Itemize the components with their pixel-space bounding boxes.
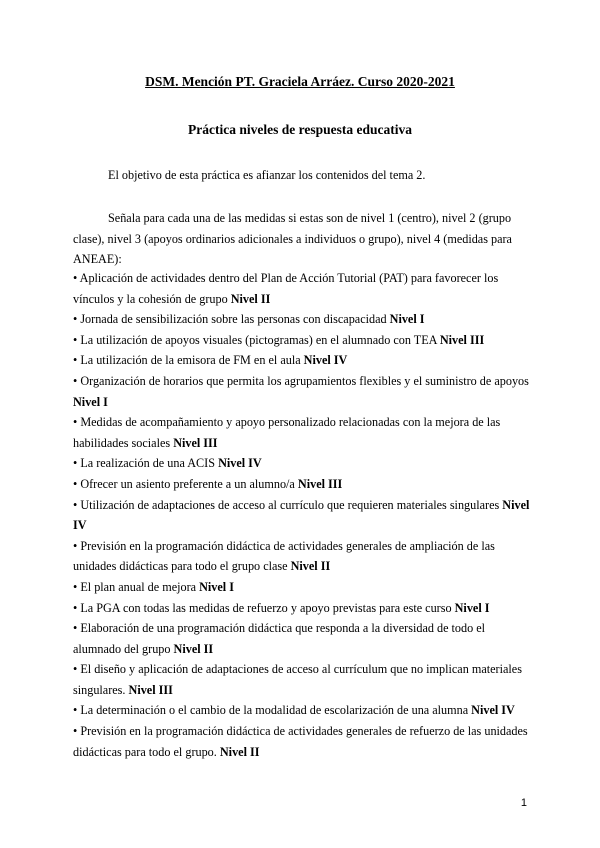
item-text: • La utilización de apoyos visuales (pictogramas) en el alumnado con TEA — [73, 332, 440, 347]
item-level: Nivel IV — [73, 497, 530, 533]
item-text: • La utilización de la emisora de FM en el aula — [73, 353, 304, 368]
item-level: Nivel III — [173, 435, 218, 450]
item-level: Nivel IV — [218, 456, 262, 471]
list-item — [73, 659, 531, 700]
item-text: • Elaboración de una programación didáctica que responda a la diversidad de todo el alumnado del grupo — [73, 621, 486, 656]
document-header-title: DSM. Mención PT. Graciela Arráez. Curso 2020-2021 — [145, 74, 455, 89]
item-level: Nivel II — [219, 744, 260, 759]
item-level: Nivel II — [290, 559, 331, 574]
item-level: Nivel IV — [303, 353, 348, 368]
item-level: Nivel II — [173, 641, 214, 656]
measures-list — [73, 268, 531, 762]
list-item — [73, 474, 531, 495]
list-item — [73, 268, 531, 309]
item-level: Nivel I — [389, 312, 425, 327]
item-text: • Aplicación de actividades dentro del Plan de Acción Tutorial (PAT) para favorecer los vínculos y la cohesión de grupo — [73, 271, 499, 306]
list-item — [73, 453, 531, 474]
item-level: Nivel II — [230, 291, 271, 306]
objective-paragraph: El objetivo de esta práctica es afianzar los contenidos del tema 2. — [108, 168, 426, 182]
item-text: • Jornada de sensibilización sobre las personas con discapacidad — [73, 312, 390, 327]
list-item — [73, 412, 531, 453]
item-text: • Ofrecer un asiento preferente a un alumno/a — [73, 476, 298, 491]
item-level: Nivel IV — [471, 703, 515, 718]
list-item — [73, 598, 531, 619]
item-text: • Previsión en la programación didáctica de actividades generales de ampliación de las unidades didácticas para todo el grupo clase — [73, 538, 495, 574]
item-text: • La realización de una ACIS — [73, 456, 219, 471]
item-level: Nivel I — [454, 600, 490, 615]
list-item — [73, 495, 531, 536]
instructions-paragraph: Señala para cada una de las medidas si estas son de nivel 1 (centro), nivel 2 (grupo clase), nivel 3 (apoyos ordinarios adicionales a individuos o grupo), nivel 4 (medidas para ANEAE): — [73, 211, 512, 267]
list-item — [73, 536, 531, 577]
item-text: • Medidas de acompañamiento y apoyo personalizado relacionadas con la mejora de las habilidades sociales — [73, 415, 501, 450]
item-text: • La PGA con todas las medidas de refuerzo y apoyo previstas para este curso — [73, 600, 455, 615]
item-level: Nivel III — [439, 332, 485, 347]
item-text: • El plan anual de mejora — [73, 579, 200, 594]
item-text: • El diseño y aplicación de adaptaciones de acceso al currículum que no implican materiales singulares. — [73, 662, 522, 697]
practice-title: Práctica niveles de respuesta educativa — [188, 122, 412, 137]
list-item — [73, 309, 531, 330]
item-level: Nivel III — [297, 476, 343, 491]
item-level: Nivel III — [128, 682, 173, 697]
list-item — [73, 700, 531, 721]
list-item — [73, 330, 531, 351]
item-text: • La determinación o el cambio de la modalidad de escolarización de una alumna — [73, 703, 472, 718]
page-number: 1 — [520, 797, 527, 809]
item-level: Nivel I — [199, 579, 234, 594]
list-item — [73, 350, 531, 371]
item-text: • Organización de horarios que permita los agrupamientos flexibles y el suministro de apoyos — [73, 373, 529, 388]
list-item — [73, 577, 531, 598]
list-item — [73, 371, 531, 412]
item-level: Nivel I — [73, 394, 108, 409]
list-item — [73, 721, 531, 762]
item-text: • Previsión en la programación didáctica de actividades generales de refuerzo de las unidades didácticas para todo el grupo. — [73, 724, 528, 759]
list-item — [73, 618, 531, 659]
item-text: • Utilización de adaptaciones de acceso al currículo que requieren materiales singulares — [73, 497, 503, 512]
